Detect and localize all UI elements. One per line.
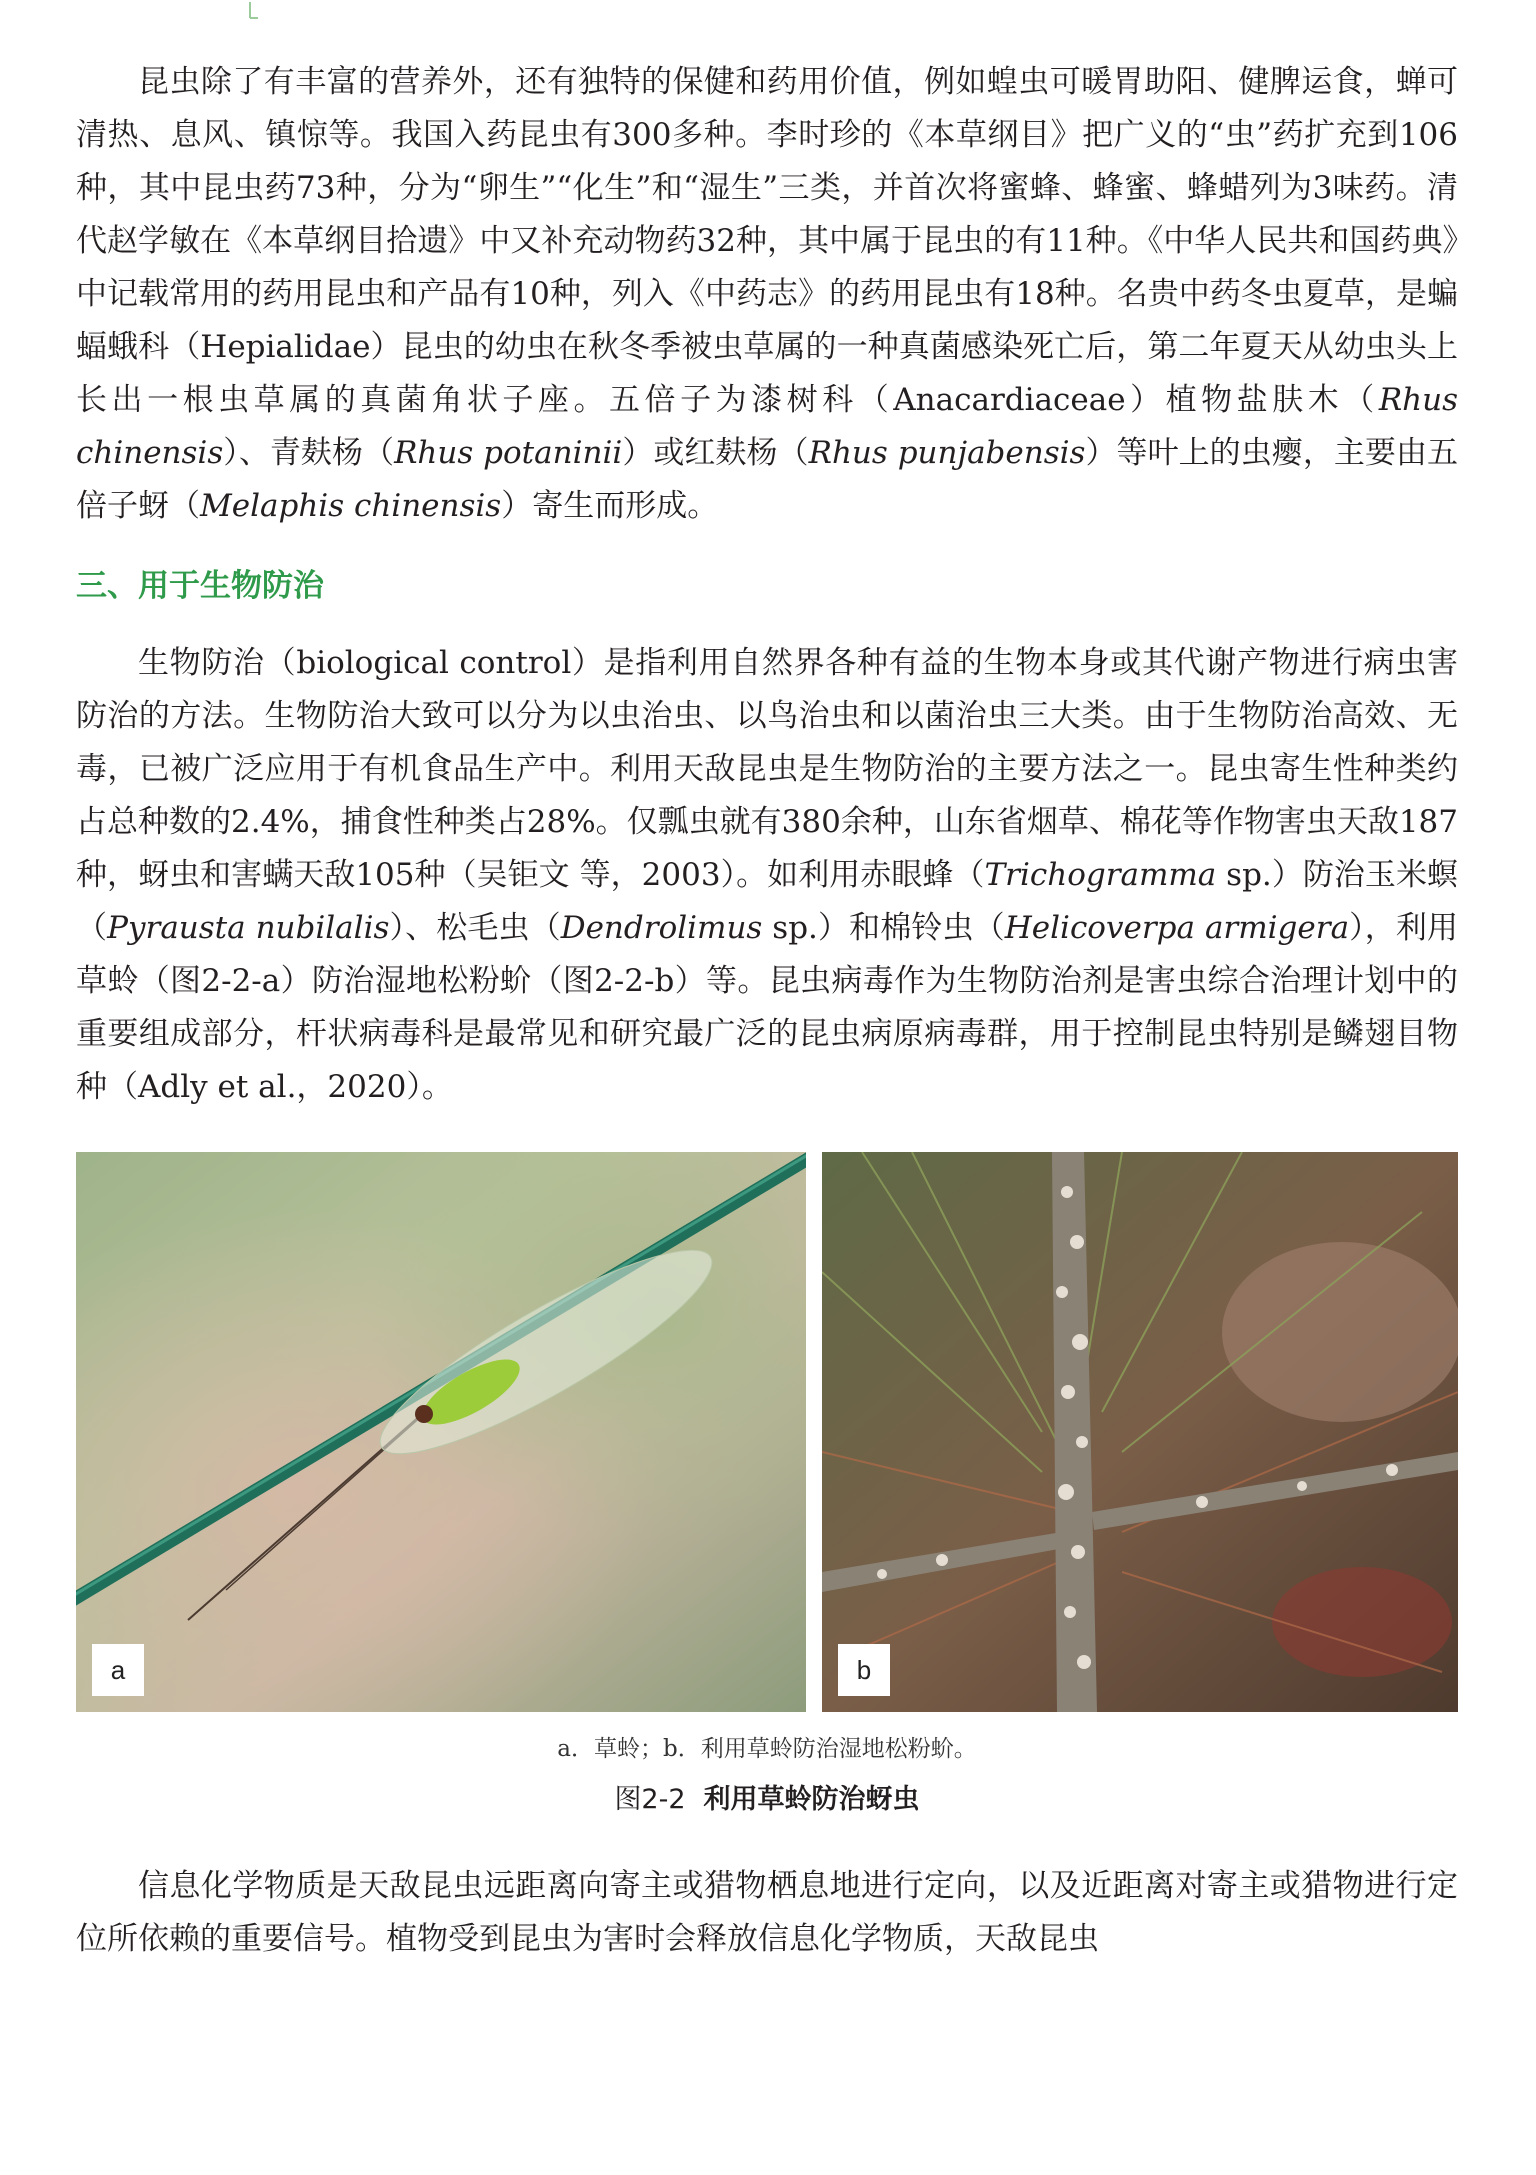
paragraph-biological-control [76, 637, 1458, 1114]
paragraph-medicinal-insects [76, 56, 1458, 533]
text-run: ）等叶上的虫瘿，主要由五倍子蚜（ [76, 435, 1459, 524]
corner-mark [247, 0, 261, 20]
text-run: 生物防治（biological control）是指利用自然界各种有益的生物本身或其代谢产物进行病虫害防治的方法。生物防治大致可以分为以虫治虫、以鸟治虫和以菌治虫三大类。由于生物防治高效、无毒，已被广泛应用于有机食品生产中。利用天敌昆虫是生物防治的主要方法之一。昆虫寄生性种类约占总种数的2.4%，捕食性种类占28%。仅瓢虫就有380余种，山东省烟草、棉花等作物害虫天敌187种，蚜虫和害螨天敌105种（吴钜文 等，2003）。如利用赤眼蜂（ [76, 645, 1458, 893]
species-name: Dendrolimus [560, 910, 763, 946]
text-run: ）、松毛虫（ [389, 910, 561, 946]
species-name: Pyrausta nubilalis [107, 910, 390, 946]
species-name: Rhus chinensis [76, 382, 1458, 471]
species-name: Rhus potaninii [394, 435, 623, 471]
section-heading: 三、用于生物防治 [76, 568, 324, 604]
text-run: sp.）防治玉米螟（ [76, 857, 1458, 946]
pine-mealybug-photo [822, 1152, 1458, 1712]
text-run: ）、青麸杨（ [223, 435, 395, 471]
panel-label-b: b [838, 1644, 890, 1696]
figure-2-2 [76, 1152, 1458, 1712]
figure-title: 利用草蛉防治蚜虫 [703, 1784, 920, 1815]
text-run: ）或红麸杨（ [622, 435, 809, 471]
figure-subcaption: a．草蛉；b．利用草蛉防治湿地松粉蚧。 [557, 1736, 977, 1762]
species-name: Trichogramma [984, 857, 1217, 893]
paragraph-semiochemicals: 信息化学物质是天敌昆虫远距离向寄主或猎物栖息地进行定向，以及近距离对寄主或猎物进行定位所依赖的重要信号。植物受到昆虫为害时会释放信息化学物质，天敌昆虫 [76, 1868, 1458, 1957]
panel-label-a: a [92, 1644, 144, 1696]
figure-caption [76, 1780, 1458, 1820]
text-run: 昆虫除了有丰富的营养外，还有独特的保健和药用价值，例如蝗虫可暖胃助阳、健脾运食，蝉可清热、息风、镇惊等。我国入药昆虫有300多种。李时珍的《本草纲目》把广义的“虫”药扩充到106种，其中昆虫药73种，分为“卵生”“化生”和“湿生”三类，并首次将蜜蜂、蜂蜜、蜂蜡列为3味药。清代赵学敏在《本草纲目拾遗》中又补充动物药32种，其中属于昆虫的有11种。《中华人民共和国药典》中记载常用的药用昆虫和产品有10种，列入《中药志》的药用昆虫有18种。名贵中药冬虫夏草，是蝙蝠蛾科（Hepialidae）昆虫的幼虫在秋冬季被虫草属的一种真菌感染死亡后，第二年夏天从幼虫头上长出一根虫草属的真菌角状子座。五倍子为漆树科（Anacardiaceae）植物盐肤木（ [76, 64, 1458, 418]
lacewing-photo [76, 1152, 806, 1712]
species-name: Helicoverpa armigera [1004, 910, 1350, 946]
text-run: sp.）和棉铃虫（ [762, 910, 1005, 946]
page-content [76, 56, 1458, 1966]
figure-number: 图2-2 [614, 1784, 686, 1815]
species-name: Melaphis chinensis [200, 488, 502, 524]
text-run: ），利用草蛉（图2-2-a）防治湿地松粉蚧（图2-2-b）等。昆虫病毒作为生物防治剂是害虫综合治理计划中的重要组成部分，杆状病毒科是最常见和研究最广泛的昆虫病原病毒群，用于控制昆虫特别是鳞翅目物种（Adly et al.，2020）。 [76, 910, 1459, 1105]
text-run: ）寄生而形成。 [501, 488, 719, 524]
species-name: Rhus punjabensis [808, 435, 1086, 471]
